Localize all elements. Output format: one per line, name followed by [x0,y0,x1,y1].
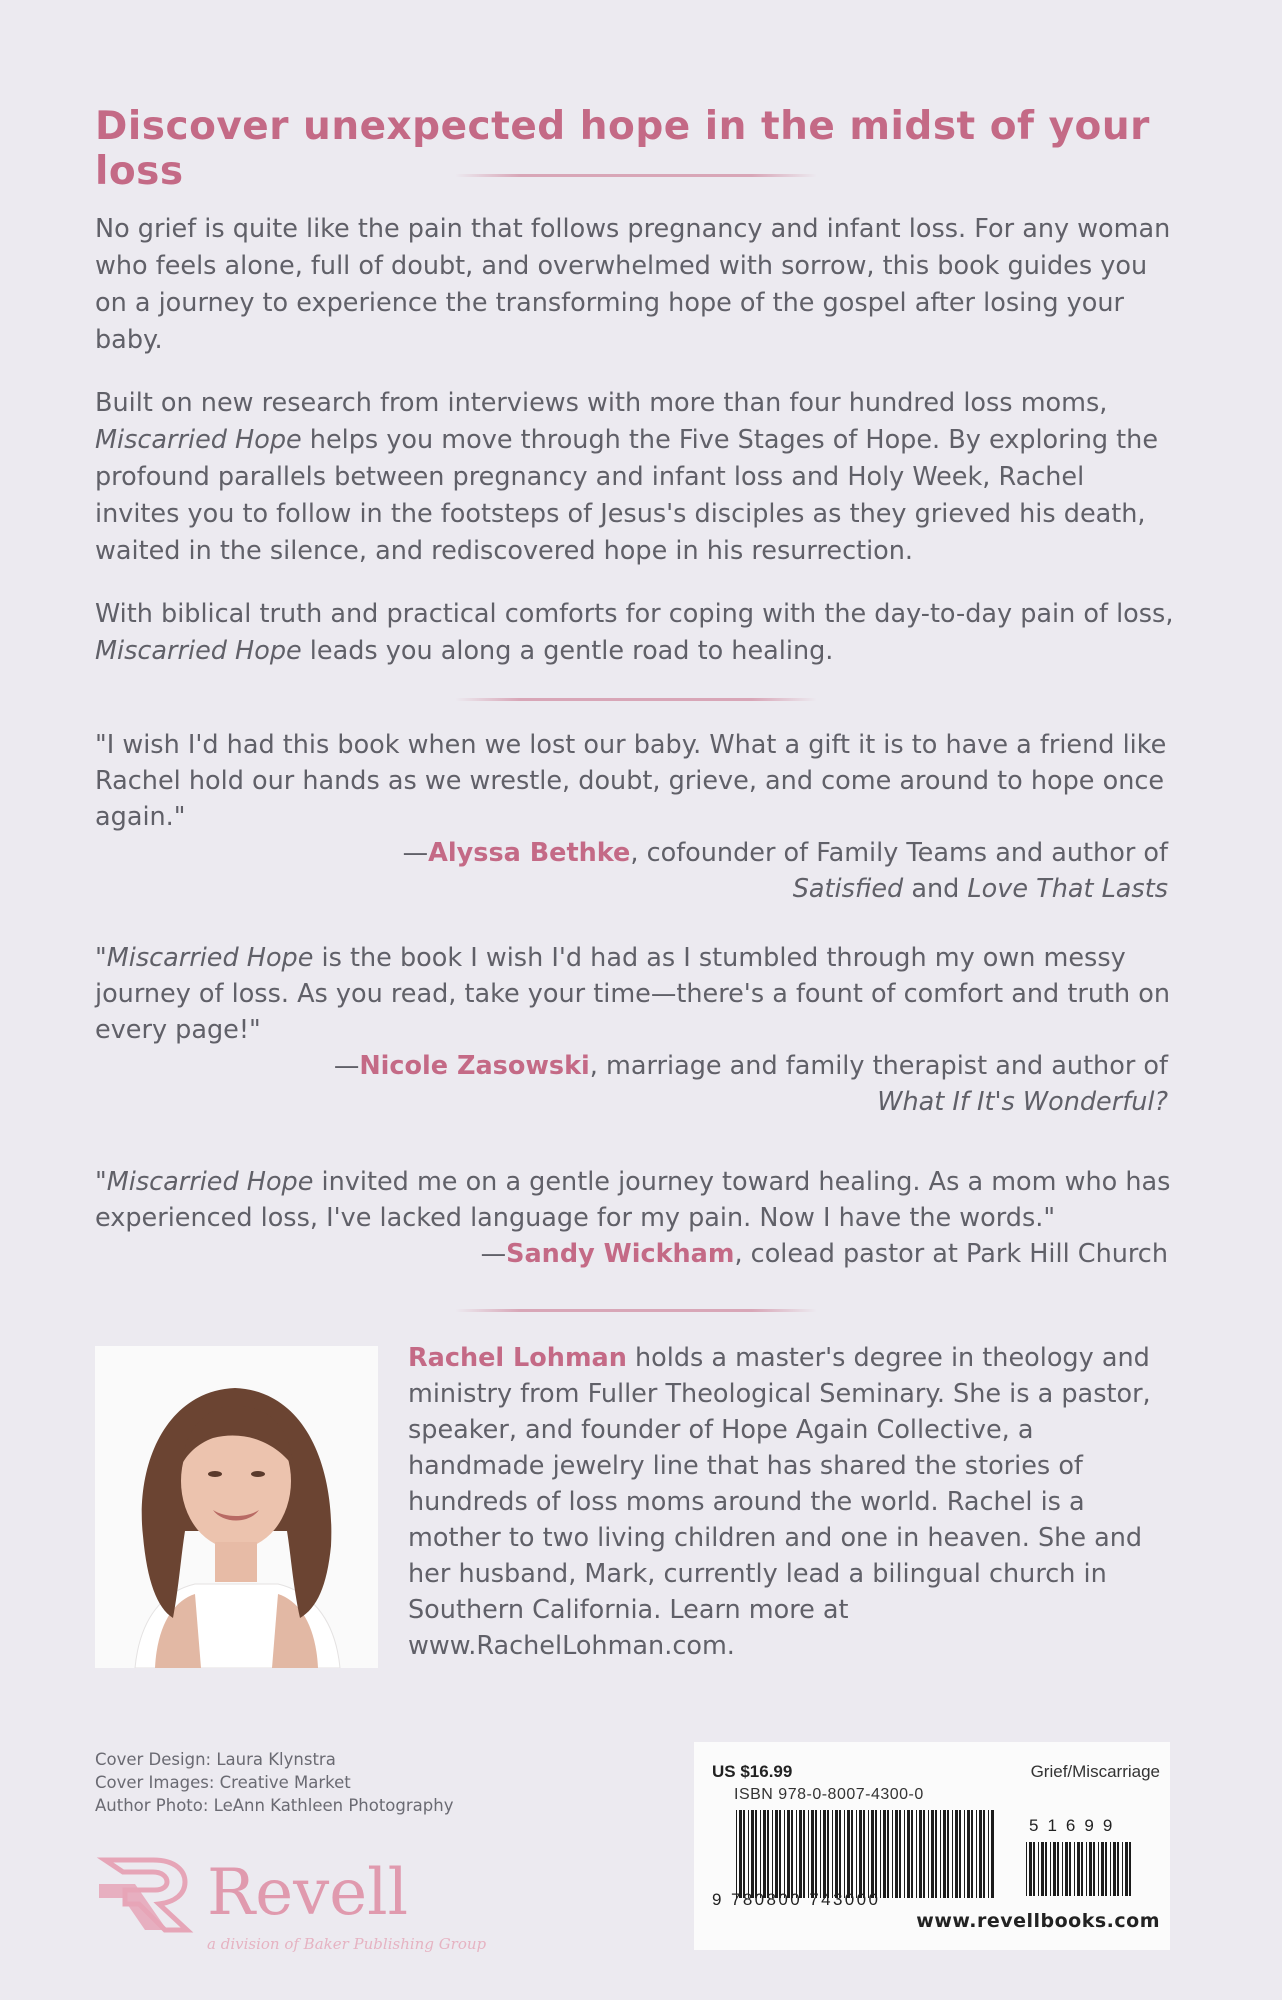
barcode-bar [815,1810,817,1898]
endorsement-1 [95,727,1175,907]
barcode-bar [1029,1842,1032,1896]
barcode-bar [739,1810,742,1898]
category: Grief/Miscarriage [1030,1762,1160,1781]
barcode-bar [959,1810,961,1898]
barcode-bar [856,1810,857,1898]
barcode-bar [1105,1842,1107,1896]
barcode-bar [955,1810,958,1898]
barcode-bar [1045,1842,1047,1896]
barcode-bar [827,1810,829,1898]
headline: Discover unexpected hope in the midst of your loss [95,104,1150,194]
barcode-bar [923,1810,925,1898]
barcode-bar [799,1810,802,1898]
publisher-url: www.revellbooks.com [916,1910,1160,1932]
endorsement-2 [95,940,1175,1120]
barcode-bar [964,1810,965,1898]
endorser-name: Sandy Wickham [506,1239,735,1269]
barcode-bar [935,1810,937,1898]
endorser-name: Alyssa Bethke [428,838,631,868]
barcode-bar [1074,1842,1075,1896]
barcode-bar [983,1810,985,1898]
barcode-bar [1098,1842,1099,1896]
barcode-bar [787,1810,790,1898]
barcode-bar [1122,1842,1123,1896]
barcode-bar [820,1810,821,1898]
barcode-bar [767,1810,769,1898]
barcode-bar [899,1810,901,1898]
barcode-bar [940,1810,941,1898]
barcode-bar [991,1810,994,1898]
divider [455,174,817,177]
barcode-bar [835,1810,838,1898]
barcode-bar [1065,1842,1068,1896]
revell-r-icon [95,1854,195,1934]
barcode-bar [1086,1842,1087,1896]
barcode-bar [919,1810,922,1898]
barcode-bar [988,1810,989,1898]
barcode-digits: 9 780800 743000 [712,1890,881,1909]
publisher-logo [95,1850,525,1960]
barcode-bar [1117,1842,1119,1896]
barcode-bar [883,1810,886,1898]
barcode-bar [1093,1842,1095,1896]
cover-credits [95,1748,515,1817]
barcode-bar [847,1810,850,1898]
barcode-bar [892,1810,893,1898]
barcode-bar [967,1810,970,1898]
barcode-bar [832,1810,833,1898]
barcode-bar [736,1810,737,1898]
barcode-block [694,1742,1170,1950]
barcode-bar [947,1810,949,1898]
barcode-bar [1077,1842,1080,1896]
author-bio: Rachel Lohman holds a master's degree in theology and ministry from Fuller Theological Seminary. She is a pastor, speaker, and founder of Hope Again Collective, a handmade jewelry line that has shared the stories of hundreds of loss moms around the world. Rachel is a mother to two living children and one in heaven. She and her husband, Mark, currently lead a bilingual church in Southern California. Learn more at www.RachelLohman.com. [408,1343,1151,1661]
divider [455,1309,817,1312]
barcode-bar [748,1810,749,1898]
endorsement-attribution: —Alyssa Bethke, cofounder of Family Teams and author of Satisfied and Love That Lasts [402,838,1168,904]
barcode-bar [1053,1842,1056,1896]
barcode-bar [916,1810,917,1898]
barcode-bar [851,1810,853,1898]
price: US $16.99 [712,1762,793,1781]
barcode-bar [907,1810,910,1898]
barcode-bar [1038,1842,1039,1896]
barcode-bar [1125,1842,1128,1896]
barcode-bar [952,1810,953,1898]
price-addon-digits: 51699 [1029,1816,1122,1835]
endorser-name: Nicole Zasowski [359,1051,590,1081]
barcode-bar [791,1810,793,1898]
barcode-bar [775,1810,778,1898]
barcode-bar [1050,1842,1051,1896]
barcode-bar [808,1810,809,1898]
barcode-bar [911,1810,913,1898]
book-title: Miscarried Hope [95,636,302,666]
endorsement-quote: "Miscarried Hope invited me on a gentle journey toward healing. As a mom who has experienced loss, I've lacked language for my pain. Now I have the words." [95,1167,1171,1233]
barcode-bar [868,1810,869,1898]
barcode-bar [931,1810,934,1898]
barcode-bar [859,1810,862,1898]
publisher-name: Revell [207,1856,409,1930]
barcode-bar [760,1810,761,1898]
barcode-bar [823,1810,826,1898]
barcode-bar [844,1810,845,1898]
author-portrait-illustration [95,1346,378,1668]
barcode-bar [784,1810,785,1898]
publisher-tagline: a division of Baker Publishing Group [207,1935,487,1953]
book-title: Miscarried Hope [95,425,302,455]
credit-line: Cover Images: Creative Market [95,1773,351,1792]
endorsement-quote: "Miscarried Hope is the book I wish I'd had as I stumbled through my own messy journey of loss. As you read, take your time—there's a fount of comfort and truth on every page!" [95,943,1171,1045]
barcode-bar [1062,1842,1063,1896]
barcode-bar [928,1810,929,1898]
barcode-bar [763,1810,766,1898]
barcode-bar [751,1810,754,1898]
barcode-bar [863,1810,865,1898]
barcode-bar [1041,1842,1044,1896]
barcode-bar [880,1810,881,1898]
barcode-bar [1101,1842,1104,1896]
barcode-bar [1069,1842,1071,1896]
price-addon-barcode [1024,1842,1134,1896]
endorsement-attribution: —Nicole Zasowski, marriage and family therapist and author of What If It's Wonderful? [333,1051,1168,1117]
barcode-bar [743,1810,745,1898]
endorsement-3 [95,1164,1175,1272]
divider [455,698,817,701]
barcode-bar [1081,1842,1083,1896]
barcode-bar [895,1810,898,1898]
barcode-bar [971,1810,973,1898]
description-paragraph-1: No grief is quite like the pain that follows pregnancy and infant loss. For any woman who feels alone, full of doubt, and overwhelmed with sorrow, this book guides you on a journey to experience the transforming hope of the gospel after losing your baby. [95,214,1171,355]
barcode-bar [943,1810,946,1898]
author-photo [95,1346,378,1668]
credit-line: Cover Design: Laura Klynstra [95,1750,336,1769]
barcode-bar [755,1810,757,1898]
description-paragraph-3: With biblical truth and practical comforts for coping with the day-to-day pain of loss, Miscarried Hope leads you along a gentle road to healing. [95,599,1174,666]
barcode-bar [796,1810,797,1898]
barcode-bar [811,1810,814,1898]
barcode-bar [887,1810,889,1898]
barcode-bar [1033,1842,1035,1896]
barcode-bar [779,1810,781,1898]
barcode-bar [976,1810,977,1898]
barcode-bar [803,1810,805,1898]
description-paragraph-2: Built on new research from interviews with more than four hundred loss moms, Miscarried Hope helps you move through the Five Stages of Hope. By exploring the profound parallels between pregnancy and infant loss and Holy Week, Rachel invites you to follow in the footsteps of Jesus's disciples as they grieved his death, waited in the silence, and rediscovered hope in his resurrection. [95,388,1159,566]
barcode-bar [1026,1842,1027,1896]
barcode-bar [1110,1842,1111,1896]
endorsement-quote: "I wish I'd had this book when we lost our baby. What a gift it is to have a friend like Rachel hold our hands as we wrestle, doubt, grieve, and come around to hope once again." [95,730,1167,832]
barcode-bar [772,1810,773,1898]
endorsement-attribution: —Sandy Wickham, colead pastor at Park Hill Church [480,1239,1168,1269]
barcode-bar [875,1810,877,1898]
barcode-bar [1057,1842,1059,1896]
author-name: Rachel Lohman [408,1343,627,1373]
barcode-bar [1113,1842,1116,1896]
isbn-barcode [734,1810,994,1898]
credit-line: Author Photo: LeAnn Kathleen Photography [95,1796,454,1815]
barcode-bar [871,1810,874,1898]
isbn: ISBN 978-0-8007-4300-0 [734,1786,924,1803]
barcode-bar [839,1810,841,1898]
barcode-bar [1129,1842,1131,1896]
barcode-bar [1089,1842,1092,1896]
barcode-bar [904,1810,905,1898]
barcode-bar [979,1810,982,1898]
